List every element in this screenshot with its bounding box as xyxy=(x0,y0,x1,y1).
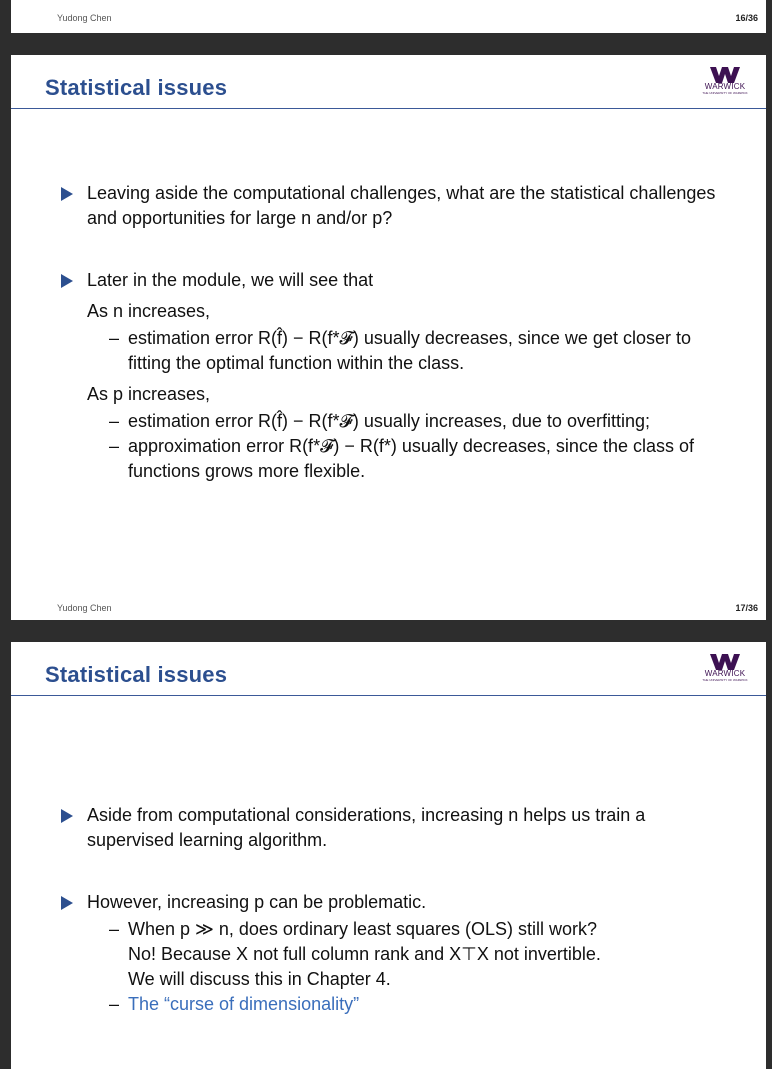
slide-title: Statistical issues xyxy=(45,75,228,100)
sub-item xyxy=(61,409,736,434)
bullet-item xyxy=(61,181,736,231)
curse-of-dimensionality-link[interactable]: The “curse of dimensionality” xyxy=(128,994,360,1014)
logo-word: WARWICK xyxy=(704,82,746,91)
warwick-logo xyxy=(702,67,748,95)
bullet-triangle-icon xyxy=(61,896,73,910)
sub-item-text: estimation error R(f̂) − R(f*𝓕) usually increases, due to overfitting; xyxy=(128,411,650,431)
bullet-triangle-icon xyxy=(61,187,73,201)
sub-item xyxy=(61,434,736,484)
dash-marker: – xyxy=(109,919,120,939)
footer-author: Yudong Chen xyxy=(57,13,112,23)
sub-item xyxy=(61,917,736,992)
bullet-text: Later in the module, we will see that xyxy=(87,270,374,290)
bullet-item xyxy=(61,268,736,293)
warwick-w-icon xyxy=(710,654,740,670)
bullet-text: Leaving aside the computational challenges, what are the statistical challenges and opportunities for large n and/or p? xyxy=(87,183,716,228)
sub-item xyxy=(61,326,736,376)
sub-item xyxy=(61,992,736,1017)
slide-18 xyxy=(11,642,766,1069)
title-bar xyxy=(11,642,766,696)
logo-subtitle: THE UNIVERSITY OF WARWICK xyxy=(702,678,748,682)
logo-word: WARWICK xyxy=(704,669,746,678)
as-n-label: As n increases, xyxy=(87,301,211,321)
warwick-w-icon xyxy=(710,67,740,83)
slide-content xyxy=(61,181,736,484)
bullet-triangle-icon xyxy=(61,809,73,823)
bullet-triangle-icon xyxy=(61,274,73,288)
sub-item-text: approximation error R(f*𝓕) − R(f*) usually decreases, since the class of functions grows more flexible. xyxy=(128,436,695,481)
slide-17 xyxy=(11,55,766,620)
page-number: 17/36 xyxy=(735,603,758,613)
page-number: 16/36 xyxy=(735,13,758,23)
bullet-item xyxy=(61,890,736,915)
warwick-logo xyxy=(702,654,748,682)
sub-item-text: When p ≫ n, does ordinary least squares (OLS) still work? xyxy=(128,919,598,939)
logo-subtitle: THE UNIVERSITY OF WARWICK xyxy=(702,91,748,95)
slide-footer xyxy=(11,7,766,29)
sub-item-text: No! Because X not full column rank and X⊤X not invertible. xyxy=(128,944,601,964)
title-bar xyxy=(11,55,766,109)
as-p-label: As p increases, xyxy=(87,384,211,404)
dash-marker: – xyxy=(109,328,120,348)
bullet-item xyxy=(61,803,736,853)
slide-title: Statistical issues xyxy=(45,662,228,687)
dash-marker: – xyxy=(109,436,120,456)
sub-item-text: estimation error R(f̂) − R(f*𝓕) usually decreases, since we get closer to fitting the optimal function within the class. xyxy=(128,328,691,373)
slide-footer xyxy=(11,597,766,619)
sub-item-text: We will discuss this in Chapter 4. xyxy=(128,969,391,989)
slide-content xyxy=(61,803,736,1017)
dash-marker: – xyxy=(109,411,120,431)
dash-marker: – xyxy=(109,994,120,1014)
bullet-text: Aside from computational considerations, increasing n helps us train a supervised learning algorithm. xyxy=(87,805,646,850)
footer-author: Yudong Chen xyxy=(57,603,112,613)
bullet-text: However, increasing p can be problematic. xyxy=(87,892,427,912)
slide-16-partial xyxy=(11,0,766,33)
